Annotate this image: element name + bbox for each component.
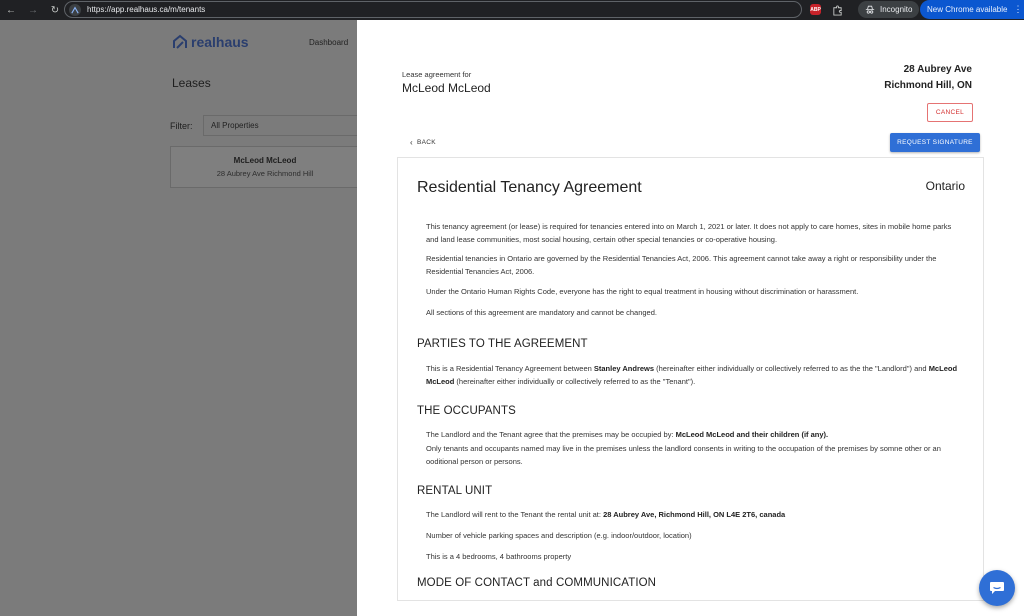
incognito-label: Incognito [880, 5, 913, 14]
lease-drawer [357, 20, 1024, 616]
section-heading-occupants: THE OCCUPANTS [417, 405, 516, 417]
intro-paragraph: Under the Ontario Human Rights Code, everyone has the right to equal treatment in housing without discrimination or harassment. [426, 287, 859, 296]
incognito-badge[interactable] [858, 1, 919, 18]
lease-document[interactable] [397, 157, 984, 601]
lease-card[interactable] [170, 146, 360, 188]
back-label: BACK [416, 139, 436, 146]
nav-dashboard[interactable]: Dashboard [309, 38, 349, 47]
intro-paragraph: All sections of this agreement are mandatory and cannot be changed. [426, 308, 657, 317]
section-heading-contact: MODE OF CONTACT and COMMUNICATION [417, 577, 657, 589]
browser-toolbar [0, 0, 1024, 20]
rental-unit-address: 28 Aubrey Ave, Richmond Hill, ON L4E 2T6, canada [603, 510, 786, 519]
landlord-name: Stanley Andrews [593, 364, 655, 373]
lease-card-name: McLeod McLeod [233, 156, 297, 165]
occupants-paragraph: The Landlord and the Tenant agree that the premises may be occupied by: McLeod McLeod and their children (if any). [426, 430, 829, 439]
occupants-restriction: Only tenants and occupants named may live in the premises unless the landlord consents in writing to the occupation of the premises by somne other or an ooditional person or persons. [426, 444, 941, 466]
lease-card-address: 28 Aubrey Ave Richmond Hill [216, 169, 314, 178]
cancel-button[interactable]: CANCEL [927, 103, 973, 122]
url-text: https://app.realhaus.ca/m/tenants [87, 5, 206, 14]
property-filter-select[interactable]: All Properties [203, 115, 363, 136]
brand-logo[interactable] [172, 34, 249, 50]
occupant-names: McLeod McLeod and their children (if any). [675, 430, 829, 439]
new-chrome-available-button[interactable] [920, 0, 1024, 19]
property-address-line1: 28 Aubrey Ave [903, 64, 972, 75]
filter-label: Filter: [170, 121, 193, 131]
section-heading-rental-unit: RENTAL UNIT [417, 485, 493, 497]
property-size-paragraph: This is a 4 bedrooms, 4 bathrooms property [426, 552, 572, 561]
chat-icon [989, 581, 1005, 595]
rental-unit-paragraph: The Landlord will rent to the Tenant the rental unit at: 28 Aubrey Ave, Richmond Hill, ON L4E 2T6, canada [426, 510, 786, 519]
forward-arrow-icon[interactable]: → [28, 4, 38, 16]
parties-paragraph: This is a Residential Tenancy Agreement between Stanley Andrews (hereinafter either individually or collectively referred to as the the "Landlord") and McLeod McLeod (hereinafter either individually or collectively referred to as the "Tenant"). [426, 364, 958, 386]
page-title: Leases [172, 76, 211, 90]
extensions-puzzle-icon[interactable] [830, 3, 844, 17]
request-signature-button[interactable]: REQUEST SIGNATURE [890, 133, 980, 152]
more-menu-icon[interactable]: ⋮ [1013, 4, 1023, 14]
intro-paragraph: This tenancy agreement (or lease) is required for tenancies entered into on March 1, 2021 or later. It does not apply to care homes, sites in mobile home parks and land lease communities, most social housing, certain other special tenancies or co-operative housing. [426, 222, 952, 244]
section-heading-parties: PARTIES TO THE AGREEMENT [417, 338, 588, 350]
parking-paragraph: Number of vehicle parking spaces and description (e.g. indoor/outdoor, location) [426, 531, 692, 540]
site-info-icon[interactable] [69, 4, 81, 16]
address-bar[interactable] [64, 1, 802, 18]
intro-paragraph: Residential tenancies in Ontario are governed by the Residential Tenancies Act, 2006. This agreement cannot take away a right or responsibility under the Residential Tenancies Act, 2006. [426, 254, 937, 276]
house-logo-icon [172, 34, 188, 50]
brand-name: realhaus [191, 34, 249, 50]
chevron-left-icon: ‹ [410, 138, 413, 147]
tenant-name: McLeod McLeod [402, 81, 491, 95]
incognito-icon [865, 5, 875, 14]
document-title: Residential Tenancy Agreement [417, 179, 642, 196]
back-arrow-icon[interactable]: ← [6, 4, 16, 16]
lease-for-label: Lease agreement for [402, 70, 472, 79]
reload-icon[interactable]: ↻ [50, 4, 60, 16]
chat-button[interactable] [979, 570, 1015, 606]
property-address-line2: Richmond Hill, ON [884, 80, 972, 91]
back-button[interactable] [410, 138, 436, 147]
tenant-name-bold: McLeod McLeod [426, 364, 958, 386]
new-chrome-label: New Chrome available [927, 5, 1008, 14]
document-province: Ontario [925, 179, 965, 193]
adblock-extension-icon[interactable]: ABP [810, 4, 821, 15]
